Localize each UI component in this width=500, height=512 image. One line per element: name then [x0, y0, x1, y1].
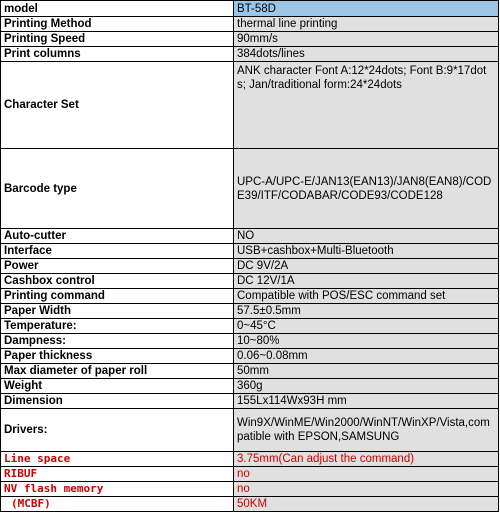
spec-label: Printing Method	[1, 17, 234, 32]
spec-label: RIBUF	[1, 467, 234, 482]
spec-label: NV flash memory	[1, 482, 234, 497]
table-row	[1, 482, 499, 497]
spec-label: Printing command	[1, 289, 234, 304]
spec-value: thermal line printing	[234, 17, 499, 32]
table-row	[1, 304, 499, 319]
spec-value: DC 9V/2A	[234, 259, 499, 274]
spec-value: 10~80%	[234, 334, 499, 349]
spec-value: 57.5±0.5mm	[234, 304, 499, 319]
table-row	[1, 47, 499, 62]
table-row	[1, 62, 499, 149]
spec-label: Drivers:	[1, 409, 234, 452]
table-row	[1, 259, 499, 274]
spec-label: Paper Width	[1, 304, 234, 319]
spec-value: DC 12V/1A	[234, 274, 499, 289]
spec-label: Dimension	[1, 394, 234, 409]
table-row	[1, 379, 499, 394]
spec-value: 360g	[234, 379, 499, 394]
spec-value: NO	[234, 229, 499, 244]
spec-label: model	[1, 1, 234, 17]
spec-value: 50mm	[234, 364, 499, 379]
table-row	[1, 32, 499, 47]
spec-label: Character Set	[1, 62, 234, 149]
spec-label: Interface	[1, 244, 234, 259]
spec-label: Line space	[1, 452, 234, 467]
table-row	[1, 149, 499, 229]
spec-value: 155Lx114Wx93H mm	[234, 394, 499, 409]
spec-value: 384dots/lines	[234, 47, 499, 62]
spec-value: no	[234, 482, 499, 497]
spec-label: Paper thickness	[1, 349, 234, 364]
spec-label: Max diameter of paper roll	[1, 364, 234, 379]
table-row	[1, 467, 499, 482]
spec-value: UPC-A/UPC-E/JAN13(EAN13)/JAN8(EAN8)/CODE39/ITF/CODABAR/CODE93/CODE128	[234, 149, 499, 229]
table-row	[1, 349, 499, 364]
spec-label: Temperature:	[1, 319, 234, 334]
table-row	[1, 319, 499, 334]
spec-label: Weight	[1, 379, 234, 394]
spec-label: Power	[1, 259, 234, 274]
spec-value: 90mm/s	[234, 32, 499, 47]
table-row	[1, 229, 499, 244]
spec-value: BT-58D	[234, 1, 499, 17]
table-row	[1, 409, 499, 452]
spec-value: 0.06~0.08mm	[234, 349, 499, 364]
table-row	[1, 334, 499, 349]
table-row	[1, 1, 499, 17]
spec-value: 0~45°C	[234, 319, 499, 334]
spec-label: Print columns	[1, 47, 234, 62]
table-row	[1, 452, 499, 467]
spec-label: Printing Speed	[1, 32, 234, 47]
spec-value: no	[234, 467, 499, 482]
table-row	[1, 289, 499, 304]
spec-value: Win9X/WinME/Win2000/WinNT/WinXP/Vista,compatible with EPSON,SAMSUNG	[234, 409, 499, 452]
table-row	[1, 274, 499, 289]
spec-label: Barcode type	[1, 149, 234, 229]
spec-value: ANK character Font A:12*24dots; Font B:9*17dots; Jan/traditional form:24*24dots	[234, 62, 499, 149]
spec-label: Auto-cutter	[1, 229, 234, 244]
spec-value: 3.75mm(Can adjust the command)	[234, 452, 499, 467]
spec-label: Dampness:	[1, 334, 234, 349]
spec-label: Cashbox control	[1, 274, 234, 289]
spec-value: Compatible with POS/ESC command set	[234, 289, 499, 304]
table-row	[1, 364, 499, 379]
spec-label: (MCBF)	[1, 497, 234, 512]
spec-value: 50KM	[234, 497, 499, 512]
table-row	[1, 244, 499, 259]
spec-value: USB+cashbox+Multi-Bluetooth	[234, 244, 499, 259]
table-row	[1, 17, 499, 32]
table-row	[1, 394, 499, 409]
table-row	[1, 497, 499, 512]
